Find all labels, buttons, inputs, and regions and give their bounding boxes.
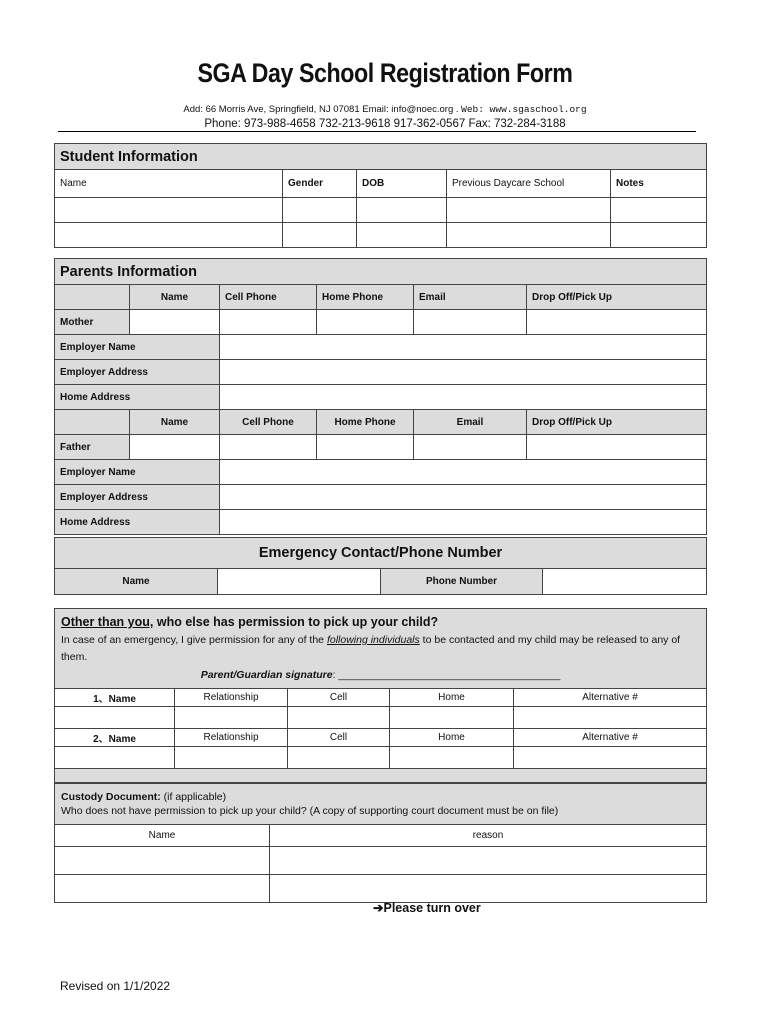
mother-dropoff-field[interactable]	[527, 310, 707, 335]
pickup2-relationship-label: Relationship	[175, 729, 288, 747]
student-name-field[interactable]	[55, 223, 283, 248]
custody-title-note: (if applicable)	[160, 791, 227, 803]
mother-header-email: Email	[414, 285, 527, 310]
pickup1-cell-label: Cell	[288, 689, 390, 707]
pickup2-home-field[interactable]	[390, 747, 514, 769]
custody-document-table	[54, 783, 707, 903]
mother-cell-field[interactable]	[220, 310, 317, 335]
address-text: Add: 66 Morris Ave, Springfield, NJ 07081 Email: info@noec.org .	[183, 104, 459, 115]
mother-employer-name-field[interactable]	[220, 335, 707, 360]
father-dropoff-field[interactable]	[527, 435, 707, 460]
mother-header-cell: Cell Phone	[220, 285, 317, 310]
student-info-table	[54, 143, 707, 248]
turn-over-text: Please turn over	[383, 901, 481, 915]
student-header-gender: Gender	[283, 170, 357, 198]
emergency-name-field[interactable]	[218, 569, 381, 595]
pickup2-alt-label: Alternative #	[514, 729, 707, 747]
parents-section-title: Parents Information	[55, 259, 707, 285]
student-dob-field[interactable]	[357, 223, 447, 248]
student-school-field[interactable]	[447, 198, 611, 223]
emergency-phone-label: Phone Number	[381, 569, 543, 595]
signature-label: Parent/Guardian signature	[200, 669, 333, 681]
mother-home-address-field[interactable]	[220, 385, 707, 410]
pickup2-name-label: 2、Name	[55, 729, 175, 747]
mother-home-phone-field[interactable]	[317, 310, 414, 335]
pickup1-relationship-field[interactable]	[175, 707, 288, 729]
parents-info-table	[54, 258, 707, 535]
father-name-field[interactable]	[130, 435, 220, 460]
pickup2-cell-field[interactable]	[288, 747, 390, 769]
father-employer-name-field[interactable]	[220, 460, 707, 485]
father-header-cell: Cell Phone	[220, 410, 317, 435]
custody-title-line	[61, 790, 700, 804]
mother-employer-address-field[interactable]	[220, 360, 707, 385]
mother-employer-name-label: Employer Name	[55, 335, 220, 360]
mother-header-home-phone: Home Phone	[317, 285, 414, 310]
custody-name-field[interactable]	[55, 847, 270, 875]
father-header-name: Name	[130, 410, 220, 435]
pickup-text-emphasis: following individuals	[326, 634, 420, 646]
student-school-field[interactable]	[447, 223, 611, 248]
student-header-name: Name	[55, 170, 283, 198]
pickup2-alt-field[interactable]	[514, 747, 707, 769]
pickup-question-rest: who else has permission to pick up your child?	[153, 615, 439, 629]
pickup1-cell-field[interactable]	[288, 707, 390, 729]
custody-intro-cell	[55, 784, 707, 825]
father-cell-field[interactable]	[220, 435, 317, 460]
father-home-phone-field[interactable]	[317, 435, 414, 460]
pickup1-home-label: Home	[390, 689, 514, 707]
mother-employer-address-label: Employer Address	[55, 360, 220, 385]
spacer-row	[55, 769, 707, 783]
pickup1-alt-field[interactable]	[514, 707, 707, 729]
father-home-address-label: Home Address	[55, 510, 220, 535]
pickup-text-b: to be contacted and my child may be released to any of them.	[61, 634, 681, 663]
custody-name-field[interactable]	[55, 875, 270, 903]
student-section-title: Student Information	[55, 144, 707, 170]
pickup-text-a: In case of an emergency, I give permission for any of the	[61, 634, 327, 646]
pickup-question-underlined: Other than you,	[61, 615, 154, 629]
student-notes-field[interactable]	[611, 198, 707, 223]
student-name-field[interactable]	[55, 198, 283, 223]
signature-line[interactable]	[61, 666, 700, 684]
father-header-email: Email	[414, 410, 527, 435]
emergency-name-label: Name	[55, 569, 218, 595]
emergency-section-title: Emergency Contact/Phone Number	[55, 538, 707, 569]
revision-date: Revised on 1/1/2022	[60, 979, 171, 993]
pickup2-name-field[interactable]	[55, 747, 175, 769]
father-employer-address-label: Employer Address	[55, 485, 220, 510]
pickup2-home-label: Home	[390, 729, 514, 747]
mother-name-field[interactable]	[130, 310, 220, 335]
pickup-permission-table	[54, 608, 707, 783]
pickup1-relationship-label: Relationship	[175, 689, 288, 707]
mother-email-field[interactable]	[414, 310, 527, 335]
emergency-contact-table	[54, 537, 707, 595]
student-notes-field[interactable]	[611, 223, 707, 248]
custody-name-label: Name	[55, 825, 270, 847]
pickup-intro-cell	[55, 609, 707, 689]
father-employer-address-field[interactable]	[220, 485, 707, 510]
father-header-home-phone: Home Phone	[317, 410, 414, 435]
father-label: Father	[55, 435, 130, 460]
pickup1-name-label: 1、Name	[55, 689, 175, 707]
header-divider	[58, 131, 696, 132]
mother-home-address-label: Home Address	[55, 385, 220, 410]
custody-reason-field[interactable]	[270, 875, 707, 903]
student-gender-field[interactable]	[283, 198, 357, 223]
custody-question: Who does not have permission to pick up your child? (A copy of supporting court document must be on file)	[61, 805, 559, 817]
student-gender-field[interactable]	[283, 223, 357, 248]
parents-header-blank	[55, 285, 130, 310]
pickup2-relationship-field[interactable]	[175, 747, 288, 769]
student-header-notes: Notes	[611, 170, 707, 198]
form-title: SGA Day School Registration Form	[197, 58, 573, 88]
father-header-dropoff: Drop Off/Pick Up	[527, 410, 707, 435]
web-text: Web: www.sgaschool.org	[461, 104, 587, 115]
address-line	[0, 104, 770, 115]
pickup1-home-field[interactable]	[390, 707, 514, 729]
custody-reason-label: reason	[270, 825, 707, 847]
pickup-consent-text	[61, 632, 700, 666]
student-header-dob: DOB	[357, 170, 447, 198]
father-email-field[interactable]	[414, 435, 527, 460]
turn-over-note	[373, 900, 481, 915]
father-header-blank	[55, 410, 130, 435]
student-header-previous-school: Previous Daycare School	[447, 170, 611, 198]
pickup1-alt-label: Alternative #	[514, 689, 707, 707]
mother-header-dropoff: Drop Off/Pick Up	[527, 285, 707, 310]
phone-line: Phone: 973-988-4658 732-213-9618 917-362-0567 Fax: 732-284-3188	[204, 118, 566, 130]
father-employer-name-label: Employer Name	[55, 460, 220, 485]
pickup1-name-field[interactable]	[55, 707, 175, 729]
pickup2-cell-label: Cell	[288, 729, 390, 747]
arrow-right-icon: ➔	[373, 901, 384, 915]
signature-blank: : ______________________________________	[332, 669, 561, 681]
custody-reason-field[interactable]	[270, 847, 707, 875]
custody-title: Custody Document:	[61, 791, 161, 803]
father-home-address-field[interactable]	[220, 510, 707, 535]
pickup-question	[61, 612, 700, 632]
student-dob-field[interactable]	[357, 198, 447, 223]
mother-label: Mother	[55, 310, 130, 335]
mother-header-name: Name	[130, 285, 220, 310]
emergency-phone-field[interactable]	[543, 569, 707, 595]
